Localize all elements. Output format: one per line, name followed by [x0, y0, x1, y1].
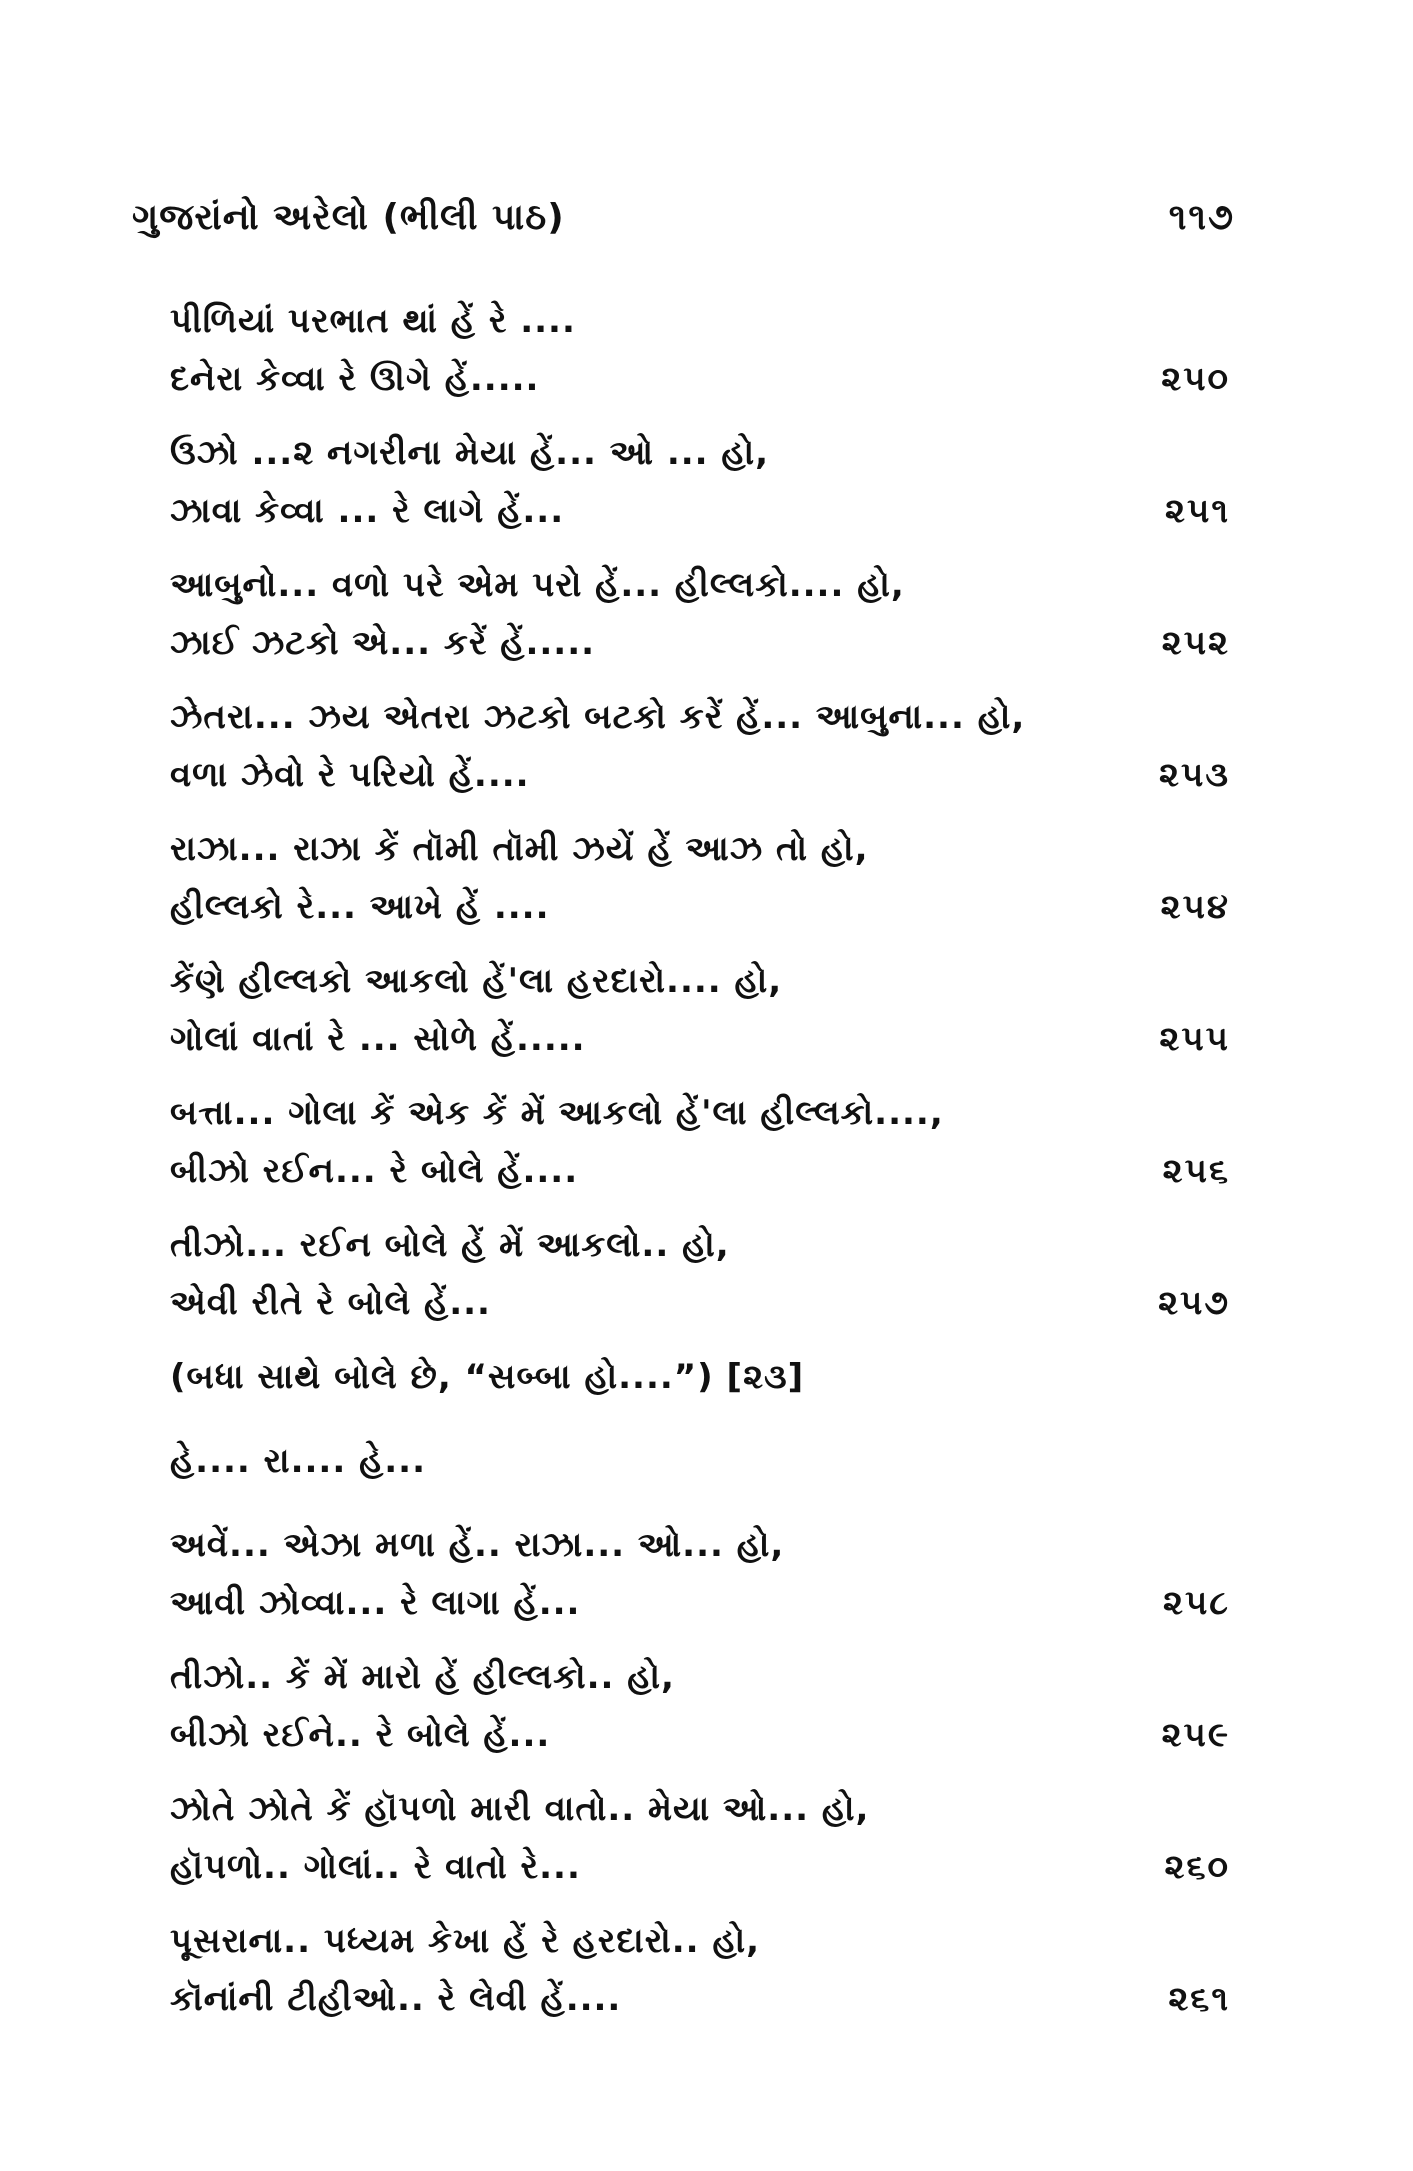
verse-number: ૨૫૯	[1161, 1715, 1230, 1755]
verse-number: ૨૫૧	[1165, 491, 1230, 531]
stanza	[170, 1516, 1230, 1648]
stanza	[170, 1648, 1230, 1780]
stanza	[170, 424, 1230, 556]
stanza	[170, 1216, 1230, 1348]
stanza	[170, 556, 1230, 688]
verse-line: ઝાવા કેવ્વા ... રે લાગે હેં...	[170, 491, 565, 531]
refrain-line: હે.... રા.... હે...	[170, 1441, 427, 1481]
verse-line: એવી રીતે રે બોલે હેં...	[170, 1283, 491, 1323]
stanza	[170, 292, 1230, 424]
verse-number: ૨૫૭	[1158, 1283, 1230, 1323]
verse-line: રાઝા... રાઝા કેં તૉમી તૉમી ઝયેં હેં આઝ તો હો,	[170, 829, 869, 869]
verse-number: ૨૫૪	[1160, 887, 1230, 927]
stanza	[170, 952, 1230, 1084]
verse-line: બીઝો રઈને.. રે બોલે હેં...	[170, 1715, 551, 1755]
verse-line: દનેરા કેવ્વા રે ઊગે હેં.....	[170, 359, 540, 399]
verse-line: ઝાઈ ઝટકો એ... કરેં હેં.....	[170, 623, 596, 663]
verse-number: ૨૫૦	[1161, 359, 1230, 399]
verse-line: ઉઝો ...૨ નગરીના મેયા હેં... ઓ ... હો,	[170, 433, 770, 473]
verse-line: અવેં... એઝા મળા હેં.. રાઝા... ઓ... હો,	[170, 1525, 785, 1565]
verse-number: ૨૬૦	[1164, 1847, 1230, 1887]
stanza	[170, 1780, 1230, 1912]
verse-number: ૨૫૬	[1162, 1151, 1230, 1191]
page-number: ૧૧૭	[1168, 197, 1235, 238]
verse-number: ૨૫૩	[1159, 755, 1230, 795]
verse-number: ૨૫૨	[1161, 623, 1230, 663]
stanza	[170, 688, 1230, 820]
verse-line: તીઝો... રઈન બોલે હેં મેં આકલો.. હો,	[170, 1225, 730, 1265]
verse-line: ગોલાં વાતાં રે ... સોળે હેં.....	[170, 1019, 586, 1059]
verse-line: પીળિયાં પરભાત થાં હેં રે ....	[170, 301, 576, 341]
verse-line: આવી ઝોવ્વા... રે લાગા હેં...	[170, 1583, 581, 1623]
verse-line: હૉપળો.. ગોલાં.. રે વાતો રે...	[170, 1847, 581, 1887]
verse-number: ૨૬૧	[1168, 1979, 1230, 2019]
verse-line: વળા ઝેવો રે પરિયો હેં....	[170, 755, 530, 795]
verse-line: ઝેતરા... ઝય એતરા ઝટકો બટકો કરેં હેં... આબુના... હો,	[170, 697, 1026, 737]
verse-line: બીઝો રઈન... રે બોલે હેં....	[170, 1151, 579, 1191]
stanza	[170, 1084, 1230, 1216]
verse-line: પૂસરાના.. પધ્યમ કેખા હેં રે હરદારો.. હો,	[170, 1921, 761, 1961]
verse-line: કૉનાંની ટીહીઓ.. રે લેવી હેં....	[170, 1979, 622, 2019]
page-header	[132, 188, 1235, 248]
verse-line: કેંણે હીલ્લકો આકલો હેં'લા હરદારો.... હો,	[170, 961, 783, 1001]
chorus-note: (બધા સાથે બોલે છે, “સબ્બા હો....”) [૨૩]	[170, 1357, 805, 1397]
verse-line: તીઝો.. કેં મેં મારો હેં હીલ્લકો.. હો,	[170, 1657, 675, 1697]
verse-line: આબુનો... વળો પરે એમ પરો હેં... હીલ્લકો.... હો,	[170, 565, 905, 605]
poem-body	[170, 292, 1230, 2044]
stanza	[170, 1912, 1230, 2044]
verse-number: ૨૫૫	[1159, 1019, 1230, 1059]
running-title: ગુજરાંનો અરેલો (ભીલી પાઠ)	[132, 197, 565, 238]
stanza	[170, 820, 1230, 952]
verse-line: બત્તા... ગોલા કેં એક કેં મેં આકલો હેં'લા હીલ્લકો....,	[170, 1093, 944, 1133]
verse-number: ૨૫૮	[1163, 1583, 1230, 1623]
verse-line: ઝોતે ઝોતે કેં હૉપળો મારી વાતો.. મેયા ઓ... હો,	[170, 1789, 870, 1829]
verse-line: હીલ્લકો રે... આખે હેં ....	[170, 887, 550, 927]
